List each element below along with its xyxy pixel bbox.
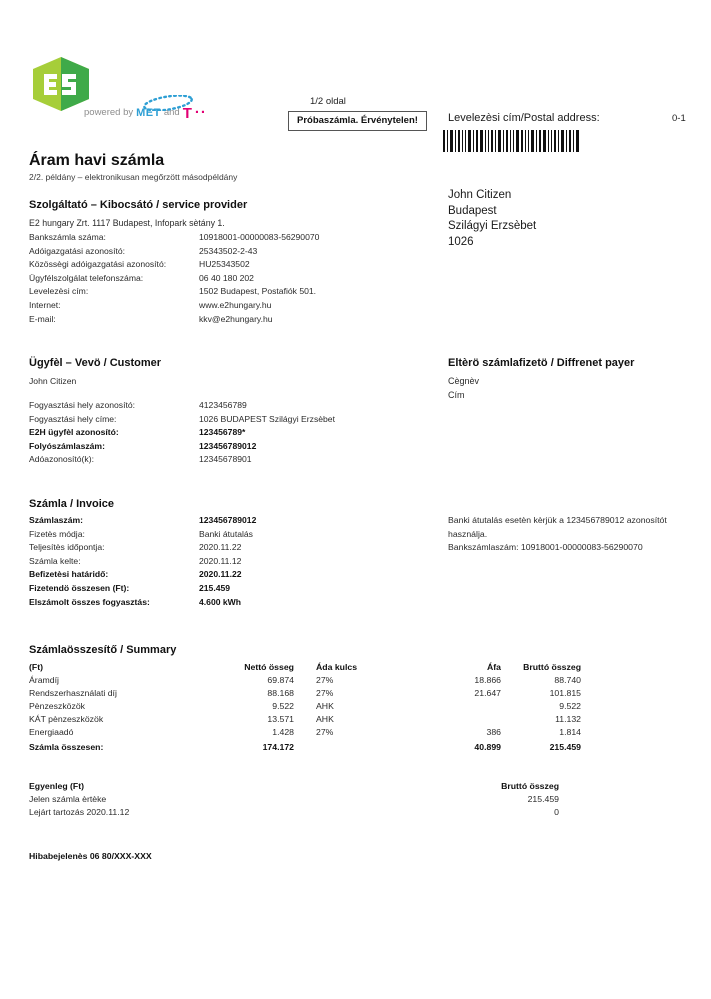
provider-detail-row <box>29 231 319 245</box>
field-value: 123456789012 <box>199 440 257 451</box>
cell-rate: AHK <box>316 714 334 724</box>
provider-website-link[interactable]: www.e2hungary.hu <box>199 299 272 310</box>
field-label: E2H ügyfèl azonosító: <box>29 427 119 438</box>
table-row <box>29 700 581 713</box>
customer-detail-row <box>29 453 335 467</box>
cell-vat: 18.866 <box>474 675 501 685</box>
field-value: 10918001-00000083-56290070 <box>199 232 320 242</box>
cell-vat: 386 <box>486 727 501 737</box>
field-value: 12345678901 <box>199 454 252 465</box>
cell-net: 13.571 <box>267 714 294 724</box>
balance-section <box>29 780 559 819</box>
invoice-detail-row <box>29 514 256 528</box>
field-label: Folyószámlaszám: <box>29 440 105 451</box>
cell-label: KÁT pènzeszközök <box>29 714 104 724</box>
balance-header-row <box>29 780 559 793</box>
field-label: Fizetendö összesen (Ft): <box>29 582 130 593</box>
customer-detail-row <box>29 413 335 427</box>
cell-label: Jelen számla èrtèke <box>29 794 107 804</box>
field-label: Fizetès módja: <box>29 528 85 539</box>
cell-label: Pènzeszközök <box>29 701 86 711</box>
field-label: Levelezèsi cím: <box>29 286 89 297</box>
invoice-heading: Számla / Invoice <box>29 498 114 510</box>
e2-logo-icon <box>32 56 90 112</box>
field-value: 2020.11.12 <box>199 555 242 566</box>
recipient-address <box>448 188 536 250</box>
customer-detail-row <box>29 440 335 454</box>
balance-table <box>29 780 559 819</box>
brand-logo-block <box>32 56 232 122</box>
telekom-dots-icon: ·· <box>194 104 207 121</box>
provider-detail-row <box>29 313 319 327</box>
cell-rate: AHK <box>316 701 334 711</box>
cell-vat <box>406 700 501 713</box>
cell-label: Rendszerhasználati díj <box>29 688 117 698</box>
cell-gross: 88.740 <box>554 675 581 685</box>
cell-value: 215.459 <box>527 794 559 804</box>
different-payer-details <box>448 374 479 402</box>
status-badge-test-invoice: Próbaszámla. Érvénytelen! <box>288 111 427 131</box>
table-row <box>29 726 581 739</box>
cell-total-rate <box>294 739 406 754</box>
field-value: 4.600 kWh <box>199 596 242 607</box>
page-title: Áram havi számla <box>29 152 165 169</box>
cell-rate: 27% <box>316 675 334 685</box>
column-header-unit: (Ft) <box>29 662 43 672</box>
cell-vat <box>406 713 501 726</box>
cell-gross: 11.132 <box>555 714 581 724</box>
provider-heading: Szolgáltató – Kibocsátó / service provider <box>29 199 248 211</box>
cell-label: Áramdíj <box>29 675 59 685</box>
fault-reporting-note: Hibabejelenès 06 80/XXX-XXX <box>29 851 152 861</box>
cell-total-vat: 40.899 <box>474 742 501 752</box>
invoice-detail-row-consumption <box>29 596 256 610</box>
cell-gross: 1.814 <box>559 727 581 737</box>
bank-transfer-note-line3: Bankszámlaszám: 10918001-00000083-56290070 <box>448 542 643 553</box>
customer-heading: Ügyfèl – Vevö / Customer <box>29 357 162 369</box>
cell-net: 88.168 <box>267 688 294 698</box>
cell-label: Lejárt tartozás 2020.11.12 <box>29 807 130 817</box>
invoice-detail-row-amount-due <box>29 582 256 596</box>
field-value: 2020.11.22 <box>199 542 242 553</box>
powered-by-label: powered by <box>84 107 134 118</box>
customer-details <box>29 399 335 467</box>
cell-total-net: 174.172 <box>262 742 294 752</box>
recipient-city: Budapest <box>448 204 497 217</box>
column-header-vat: Áfa <box>487 662 501 672</box>
bank-transfer-note <box>448 514 667 555</box>
powered-by-strip <box>84 104 207 121</box>
customer-name: John Citizen <box>29 376 77 386</box>
cell-label: Energiaadó <box>29 727 74 737</box>
page-subtitle: 2/2. példány – elektronikusan megőrzött másodpéldány <box>29 172 238 182</box>
summary-table-header-row <box>29 661 581 674</box>
page-number: 1/2 oldal <box>310 96 346 107</box>
recipient-zip: 1026 <box>448 235 474 248</box>
balance-heading-value: Bruttó összeg <box>501 781 559 791</box>
provider-detail-row <box>29 258 319 272</box>
field-label: Közössègi adóigazgatási azonosító: <box>29 259 167 270</box>
field-value: 4123456789 <box>199 400 247 410</box>
field-value: HU25343502 <box>199 259 250 270</box>
invoice-detail-row <box>29 568 256 582</box>
summary-heading: Számlaösszesítő / Summary <box>29 644 177 656</box>
cell-net: 69.874 <box>267 675 294 685</box>
table-row <box>29 806 559 819</box>
column-header-net: Nettó össeg <box>244 662 294 672</box>
field-value: 123456789012 <box>199 515 257 525</box>
provider-email-link[interactable]: kkv@e2hungary.hu <box>199 313 273 324</box>
field-value: 2020.11.22 <box>199 569 242 580</box>
balance-heading: Egyenleg (Ft) <box>29 781 85 791</box>
different-payer-heading: Eltèrö számlafizetö / Diffrenet payer <box>448 357 635 369</box>
field-label: Adóazonosító(k): <box>29 454 94 465</box>
bank-transfer-note-line1: Banki átutalás esetèn kèrjük a 123456789012 azonosítót <box>448 515 667 525</box>
field-label: E-mail: <box>29 313 56 324</box>
field-value: 1502 Budapest, Postafiók 501. <box>199 286 317 297</box>
column-header-gross: Bruttó összeg <box>523 662 581 672</box>
telekom-t-icon: T <box>182 105 192 122</box>
table-row <box>29 687 581 700</box>
cell-total-gross: 215.459 <box>549 742 581 752</box>
field-value: 1026 BUDAPEST Szilágyi Erzsèbet <box>199 413 335 424</box>
met-logo-icon <box>136 107 161 119</box>
cell-rate: 27% <box>316 688 334 698</box>
recipient-street: Szilágyi Erzsèbet <box>448 220 537 232</box>
summary-table <box>29 661 581 754</box>
cell-total-label: Számla összesen: <box>29 742 104 752</box>
provider-detail-row <box>29 299 319 313</box>
field-value: Banki átutalás <box>199 528 253 539</box>
provider-detail-row <box>29 245 319 259</box>
different-payer-address: Cím <box>448 390 465 400</box>
cell-gross: 101.815 <box>549 688 581 698</box>
cell-net: 9.522 <box>272 701 294 711</box>
summary-section <box>29 644 581 754</box>
field-value: 06 40 180 202 <box>199 272 254 283</box>
recipient-name: John Citizen <box>448 189 512 201</box>
invoice-details <box>29 514 256 609</box>
customer-detail-row <box>29 399 335 413</box>
field-label: Internet: <box>29 299 61 310</box>
field-label: Elszámolt összes fogyasztás: <box>29 596 150 607</box>
field-value: 123456789* <box>199 427 246 438</box>
provider-details <box>29 231 319 326</box>
bank-transfer-note-line2: használja. <box>448 528 488 539</box>
invoice-detail-row <box>29 528 256 542</box>
cell-value: 0 <box>554 807 559 817</box>
provider-address-line: E2 hungary Zrt. 1117 Budapest, Infopark sètány 1. <box>29 218 225 228</box>
field-label: Számlaszám: <box>29 515 83 525</box>
field-label: Bankszámla száma: <box>29 232 106 242</box>
summary-total-row <box>29 739 581 754</box>
customer-detail-row <box>29 426 335 440</box>
field-label: Teljesítès időpontja: <box>29 542 105 553</box>
table-row <box>29 674 581 687</box>
cell-rate: 27% <box>316 727 334 737</box>
table-row <box>29 713 581 726</box>
invoice-detail-row <box>29 555 256 569</box>
postal-sort-code: 0-1 <box>672 113 686 124</box>
field-label: Fogyasztási hely címe: <box>29 413 117 424</box>
field-label: Befizetèsi határidő: <box>29 569 109 580</box>
field-label: Adóigazgatási azonosító: <box>29 245 126 256</box>
provider-detail-row <box>29 285 319 299</box>
powered-and-label: and <box>163 107 180 118</box>
different-payer-company: Cègnèv <box>448 376 480 386</box>
field-label: Számla kelte: <box>29 555 81 566</box>
table-row <box>29 793 559 806</box>
field-label: Ügyfélszolgálat telefonszáma: <box>29 272 144 283</box>
provider-detail-row <box>29 272 319 286</box>
cell-net: 1.428 <box>272 727 294 737</box>
postal-barcode <box>442 130 582 152</box>
column-header-vat-rate: Áda kulcs <box>316 662 358 672</box>
invoice-detail-row <box>29 541 256 555</box>
field-value: 215.459 <box>199 582 231 593</box>
postal-address-label: Levelezèsi cím/Postal address: <box>448 112 600 124</box>
met-label: MET <box>136 106 161 119</box>
cell-vat: 21.647 <box>474 688 501 698</box>
field-value: 25343502-2-43 <box>199 245 258 256</box>
cell-gross: 9.522 <box>559 701 581 711</box>
field-label: Fogyasztási hely azonosító: <box>29 400 136 410</box>
